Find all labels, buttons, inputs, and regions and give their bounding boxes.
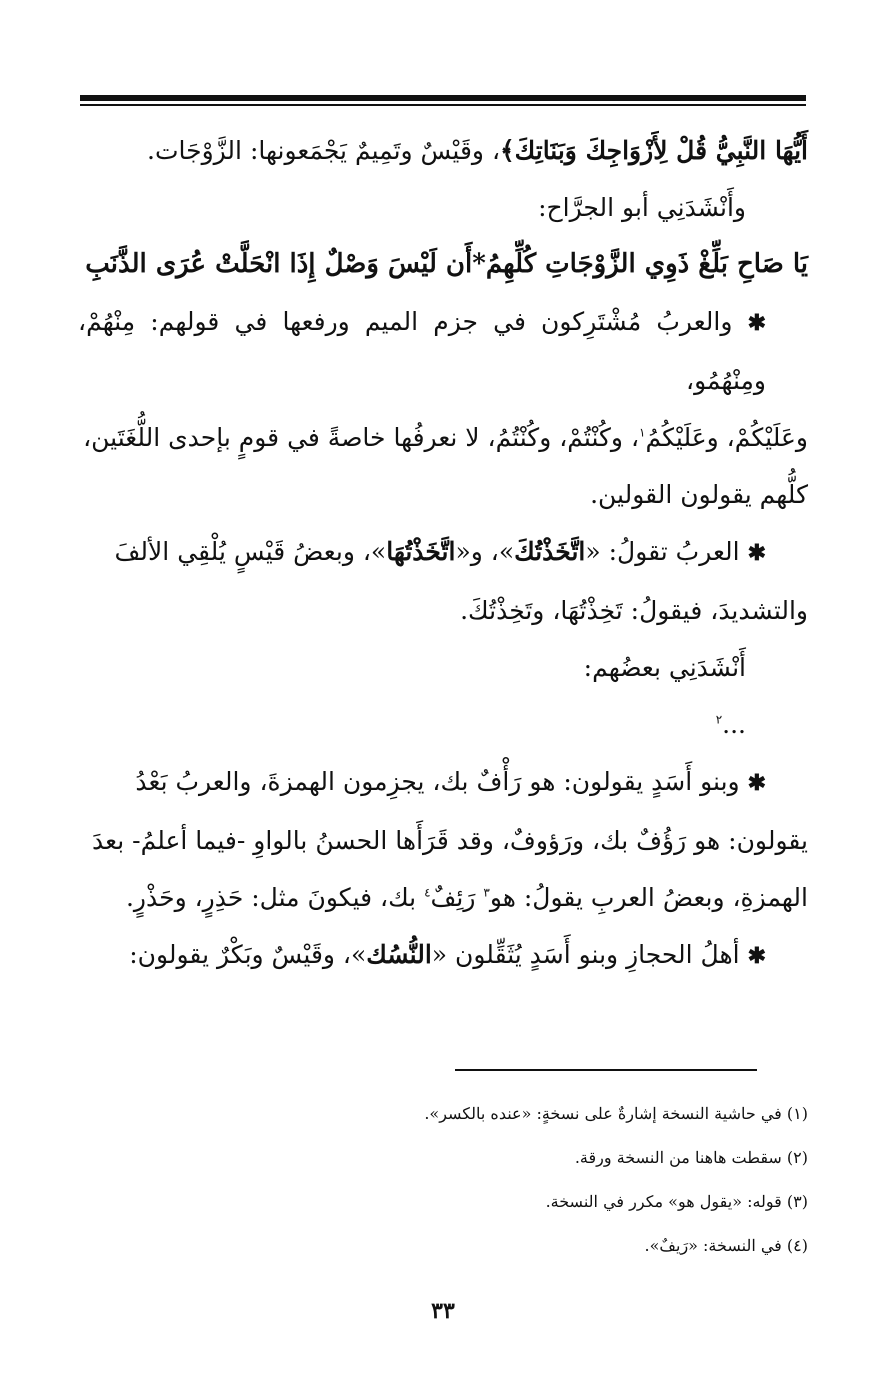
text-fragment: »، و« <box>455 537 515 566</box>
paragraph-1-line-2 <box>78 409 808 466</box>
footnotes <box>300 1092 808 1268</box>
footnote-separator <box>455 1069 757 1071</box>
footnote-2: (٢) سقطت هاهنا من النسخة ورقة. <box>574 1148 808 1167</box>
text-fragment: ، وكُنْتُمْ، وكُنْتُمُ، لا نعرفُها خاصةً في قومٍ بإحدى اللُّغَتَين، <box>83 423 640 452</box>
footnote-ref-3: ٣ <box>483 885 490 900</box>
footnote-ref-4: ٤ <box>424 885 431 900</box>
missing-text-ellipsis <box>78 696 808 753</box>
page-number: ٣٣ <box>431 1298 455 1324</box>
text-fragment: أهلُ الحجازِ وبنو أَسَدٍ يُثَقِّلون « <box>431 940 740 969</box>
bold-word: اتَّخَذْتُهَا <box>386 537 456 566</box>
star-icon: ✱ <box>747 540 766 566</box>
star-icon: ✱ <box>747 770 766 796</box>
text-fragment: ... <box>722 710 746 739</box>
footnote-1: (١) في حاشية النسخة إشارةٌ على نسخةٍ: «عنده بالكسر». <box>424 1104 808 1123</box>
text-fragment: »، وبعضُ قَيْسٍ يُلْقِي الألفَ <box>114 537 387 566</box>
paragraph-1-line-3: كلُّهم يقولون القولين. <box>590 480 808 509</box>
header-rule-thin <box>80 104 806 106</box>
footnote-4: (٤) في النسخة: «رَيفٌ». <box>644 1236 808 1255</box>
text-line-2: وأَنْشَدَنِي أبو الجرَّاح: <box>538 193 746 222</box>
text-fragment: وعَلَيْكُمْ، وعَلَيْكُمُ <box>645 423 808 452</box>
paragraph-2-line-2: والتشديدَ، فيقولُ: تَخِذْتُهَا، وتَخِذْتُكَ. <box>460 596 808 625</box>
text-fragment: الهمزةِ، وبعضُ العربِ يقولُ: هو <box>489 883 808 912</box>
text-fragment: رَئِفٌ <box>430 883 484 912</box>
text-fragment: »، وقَيْسٌ وبَكْرٌ يقولون: <box>129 940 367 969</box>
footnote-3: (٣) قوله: «يقول هو» مكرر في النسخة. <box>545 1192 808 1211</box>
poem-verse: يَا صَاحِ بَلِّغْ ذَوِي الزَّوْجَاتِ كُلِّهِمُ*أَن لَيْسَ وَصْلٌ إِذَا انْحَلَّتْ عُرَى الذَّنَبِ <box>85 249 808 279</box>
paragraph-1-line-1 <box>78 293 808 409</box>
footnote-ref-2: ٢ <box>715 712 723 727</box>
paragraph-2-line-3: أَنْشَدَنِي بعضُهم: <box>583 653 746 682</box>
star-icon: ✱ <box>747 310 767 336</box>
text-fragment: العربُ تقولُ: « <box>585 537 740 566</box>
paragraph-4-line-1 <box>78 926 808 985</box>
quran-quote: أَيُّهَا النَّبِيُّ قُلْ لِأَزْوَاجِكَ وَبَنَاتِكَ﴾ <box>500 136 808 165</box>
bold-word: اتَّخَذْتُكَ <box>514 537 586 566</box>
text-fragment: بك، فيكونَ مثل: حَذِرٍ، وحَذْرٍ. <box>125 883 425 912</box>
footnote-ref-1: ١ <box>639 425 646 440</box>
bold-word: النُّسُك <box>366 940 432 969</box>
paragraph-2-line-1 <box>78 523 808 582</box>
text-fragment: والعربُ مُشْتَرِكون في جزم الميم ورفعها في قولهم: مِنْهُمْ، ومِنْهُمُو، <box>78 307 766 395</box>
star-icon: ✱ <box>747 943 766 969</box>
text-fragment: ، وقَيْسٌ وتَمِيمٌ يَجْمَعونها: الزَّوْجَات. <box>147 136 501 165</box>
paragraph-3-line-3 <box>78 869 808 926</box>
text-fragment: وبنو أَسَدٍ يقولون: هو رَأْفٌ بك، يجزِمون الهمزةَ، والعربُ بَعْدُ <box>135 767 740 796</box>
paragraph-3-line-1 <box>78 753 808 812</box>
paragraph-3-line-2: يقولون: هو رَؤُفٌ بك، ورَؤوفٌ، وقد قَرَأَها الحسنُ بالواوِ -فيما أعلمُ- بعدَ <box>92 826 808 855</box>
header-rule-thick <box>80 95 806 101</box>
main-text <box>78 122 808 985</box>
text-line-1 <box>78 122 808 179</box>
